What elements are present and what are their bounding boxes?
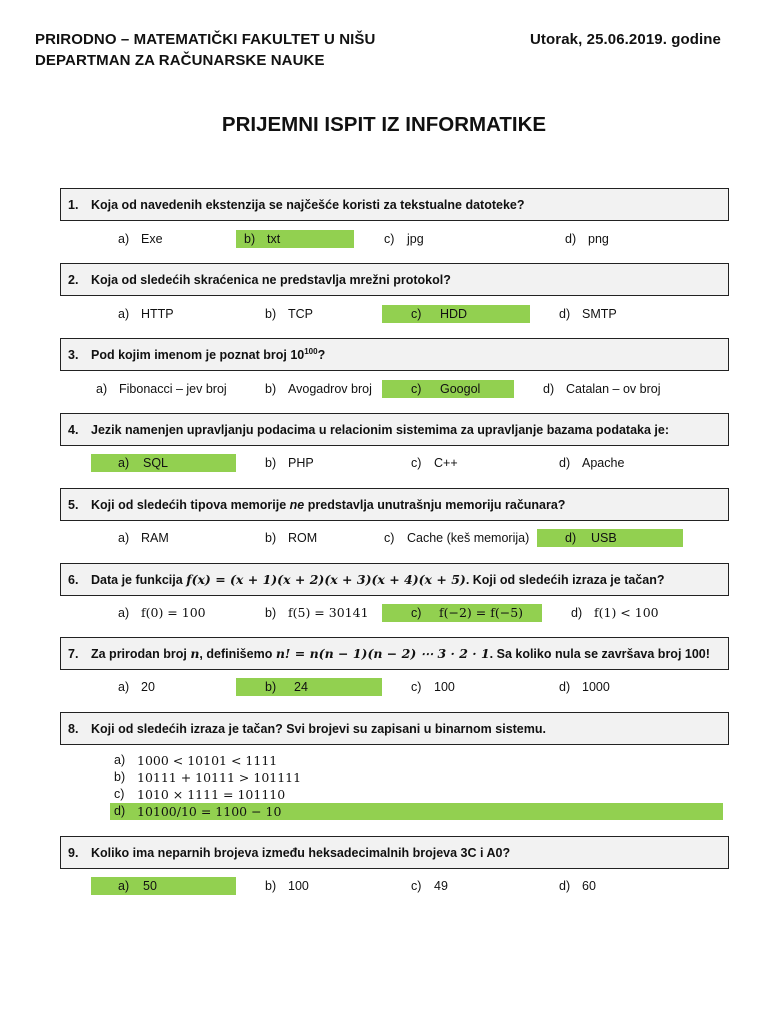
question-5 bbox=[60, 488, 729, 521]
option-letter: d) bbox=[571, 606, 583, 620]
question-6 bbox=[60, 563, 729, 596]
q4-option-d bbox=[551, 454, 624, 472]
option-text: 20 bbox=[141, 680, 155, 694]
option-letter: b) bbox=[265, 456, 277, 470]
question-number: 3. bbox=[68, 347, 79, 362]
option-text: ROM bbox=[288, 531, 318, 545]
option-letter: a) bbox=[118, 606, 130, 620]
q3-option-a bbox=[88, 380, 227, 398]
q5-option-c bbox=[376, 529, 529, 547]
option-text: 10100/10 = 1100 − 10 bbox=[137, 804, 282, 819]
question-text: Koji od sledećih tipova memorije ne predstavlja unutrašnju memoriju računara? bbox=[91, 497, 566, 512]
question-text: Koji od sledećih izraza je tačan? Svi brojevi su zapisani u binarnom sistemu. bbox=[91, 721, 546, 736]
q6-option-d bbox=[563, 604, 659, 622]
option-text: Fibonacci – jev broj bbox=[119, 382, 227, 396]
q4-option-a bbox=[91, 454, 236, 472]
option-text: Exe bbox=[141, 232, 163, 246]
option-text: 49 bbox=[434, 879, 448, 893]
q7-option-a bbox=[110, 678, 155, 696]
option-letter: a) bbox=[118, 680, 130, 694]
option-letter: c) bbox=[411, 606, 422, 620]
q9-option-a bbox=[91, 877, 236, 895]
question-text: Data je funkcija f(x) = (x + 1)(x + 2)(x + 3)(x + 4)(x + 5). Koji od sledećih izraza je tačan? bbox=[91, 572, 665, 587]
option-letter: b) bbox=[265, 307, 277, 321]
q1-option-c bbox=[376, 230, 424, 248]
q9-option-d bbox=[551, 877, 596, 895]
option-text: PHP bbox=[288, 456, 314, 470]
question-number: 6. bbox=[68, 572, 79, 587]
question-text: Koliko ima neparnih brojeva između heksadecimalnih brojeva 3C i A0? bbox=[91, 845, 511, 860]
option-text: HDD bbox=[440, 307, 468, 321]
q2-option-c bbox=[382, 305, 530, 323]
q8-option-b bbox=[112, 769, 301, 786]
option-letter: a) bbox=[118, 879, 130, 893]
q1-option-d bbox=[557, 230, 609, 248]
question-number: 8. bbox=[68, 721, 79, 736]
option-text: 100 bbox=[434, 680, 455, 694]
option-text: 60 bbox=[582, 879, 596, 893]
option-letter: d) bbox=[543, 382, 555, 396]
option-letter: a) bbox=[118, 307, 130, 321]
q3-option-b bbox=[257, 380, 372, 398]
q6-option-c bbox=[382, 604, 542, 622]
q4-option-b bbox=[257, 454, 314, 472]
q2-option-a bbox=[110, 305, 174, 323]
question-1 bbox=[60, 188, 729, 221]
question-8 bbox=[60, 712, 729, 745]
option-letter: b) bbox=[265, 879, 277, 893]
q1-option-a bbox=[110, 230, 163, 248]
option-text: 100 bbox=[288, 879, 309, 893]
option-text: 50 bbox=[143, 879, 157, 893]
q3-option-d bbox=[535, 380, 661, 398]
option-text: Catalan – ov broj bbox=[566, 382, 661, 396]
q8-option-c bbox=[112, 786, 285, 803]
option-text: 10111 + 10111 > 101111 bbox=[137, 770, 302, 785]
question-number: 1. bbox=[68, 197, 79, 212]
question-text: Jezik namenjen upravljanju podacima u relacionim sistemima za upravljanje bazama podataka je: bbox=[91, 422, 669, 437]
page-title: PRIJEMNI ISPIT IZ INFORMATIKE bbox=[221, 113, 547, 136]
option-letter: c) bbox=[114, 787, 125, 801]
option-letter: c) bbox=[384, 232, 395, 246]
option-text: SQL bbox=[143, 456, 169, 470]
option-letter: c) bbox=[411, 307, 422, 321]
question-text: Koja od navedenih ekstenzija se najčešće koristi za tekstualne datoteke? bbox=[91, 197, 525, 212]
question-3 bbox=[60, 338, 729, 371]
q8-option-a bbox=[112, 752, 277, 769]
option-letter: d) bbox=[559, 456, 571, 470]
option-text: C++ bbox=[434, 456, 458, 470]
option-text: Apache bbox=[582, 456, 625, 470]
q9-option-c bbox=[403, 877, 448, 895]
option-text: f(1) < 100 bbox=[594, 605, 659, 620]
question-2 bbox=[60, 263, 729, 296]
q7-option-d bbox=[551, 678, 610, 696]
q5-option-a bbox=[110, 529, 169, 547]
option-letter: d) bbox=[559, 680, 571, 694]
option-letter: c) bbox=[411, 382, 422, 396]
option-letter: c) bbox=[411, 456, 422, 470]
option-letter: a) bbox=[96, 382, 108, 396]
question-7 bbox=[60, 637, 729, 670]
option-text: png bbox=[588, 232, 609, 246]
option-text: f(0) = 100 bbox=[141, 605, 206, 620]
option-letter: a) bbox=[114, 753, 126, 767]
option-text: f(5) = 30141 bbox=[288, 605, 369, 620]
q3-option-c bbox=[382, 380, 514, 398]
option-letter: d) bbox=[565, 531, 577, 545]
option-text: 1010 × 1111 = 101110 bbox=[137, 787, 286, 802]
option-letter: c) bbox=[411, 879, 422, 893]
question-number: 7. bbox=[68, 646, 79, 661]
q4-option-c bbox=[403, 454, 458, 472]
option-letter: d) bbox=[565, 232, 577, 246]
option-text: 1000 < 10101 < 1111 bbox=[137, 753, 278, 768]
question-number: 2. bbox=[68, 272, 79, 287]
q7-option-b bbox=[236, 678, 382, 696]
q5-option-d bbox=[537, 529, 683, 547]
option-text: USB bbox=[591, 531, 617, 545]
option-letter: b) bbox=[265, 680, 277, 694]
option-letter: c) bbox=[384, 531, 395, 545]
option-text: HTTP bbox=[141, 307, 174, 321]
option-letter: b) bbox=[265, 382, 277, 396]
question-number: 5. bbox=[68, 497, 79, 512]
option-text: f(−2) = f(−5) bbox=[439, 605, 524, 620]
option-letter: d) bbox=[559, 307, 571, 321]
option-letter: a) bbox=[118, 531, 130, 545]
question-9 bbox=[60, 836, 729, 869]
q7-option-c bbox=[403, 678, 455, 696]
option-text: Avogadrov broj bbox=[288, 382, 372, 396]
option-letter: d) bbox=[559, 879, 571, 893]
option-text: 24 bbox=[294, 680, 308, 694]
q8-option-d bbox=[110, 803, 723, 820]
option-letter: b) bbox=[114, 770, 126, 784]
option-letter: c) bbox=[411, 680, 422, 694]
option-text: Googol bbox=[440, 382, 481, 396]
option-text: Cache (keš memorija) bbox=[407, 531, 530, 545]
question-number: 9. bbox=[68, 845, 79, 860]
question-4 bbox=[60, 413, 729, 446]
question-text: Koja od sledećih skraćenica ne predstavlja mrežni protokol? bbox=[91, 272, 451, 287]
option-text: txt bbox=[267, 232, 281, 246]
option-letter: a) bbox=[118, 456, 130, 470]
question-text: Pod kojim imenom je poznat broj $10^{100}$? bbox=[91, 346, 326, 362]
exam-date: Utorak, 25.06.2019. godine bbox=[529, 31, 721, 48]
option-text: SMTP bbox=[582, 307, 617, 321]
option-text: 1000 bbox=[582, 680, 610, 694]
institution-line-1: PRIRODNO – MATEMATIČKI FAKULTET U NIŠU bbox=[35, 31, 376, 48]
q1-option-b bbox=[236, 230, 354, 248]
option-letter: a) bbox=[118, 232, 130, 246]
q6-option-a bbox=[110, 604, 206, 622]
option-letter: b) bbox=[244, 232, 256, 246]
option-letter: d) bbox=[114, 804, 126, 818]
institution-line-2: DEPARTMAN ZA RAČUNARSKE NAUKE bbox=[35, 52, 325, 69]
option-letter: b) bbox=[265, 531, 277, 545]
q6-option-b bbox=[257, 604, 369, 622]
option-text: jpg bbox=[407, 232, 424, 246]
q2-option-b bbox=[257, 305, 313, 323]
question-text: Za prirodan broj n, definišemo n! = n(n − 1)(n − 2) ⋯ 3 · 2 · 1. Sa koliko nula se završava broj 100! bbox=[91, 646, 710, 661]
question-number: 4. bbox=[68, 422, 79, 437]
option-text: RAM bbox=[141, 531, 169, 545]
q5-option-b bbox=[257, 529, 317, 547]
option-text: TCP bbox=[288, 307, 313, 321]
q9-option-b bbox=[257, 877, 309, 895]
option-letter: b) bbox=[265, 606, 277, 620]
q2-option-d bbox=[551, 305, 617, 323]
